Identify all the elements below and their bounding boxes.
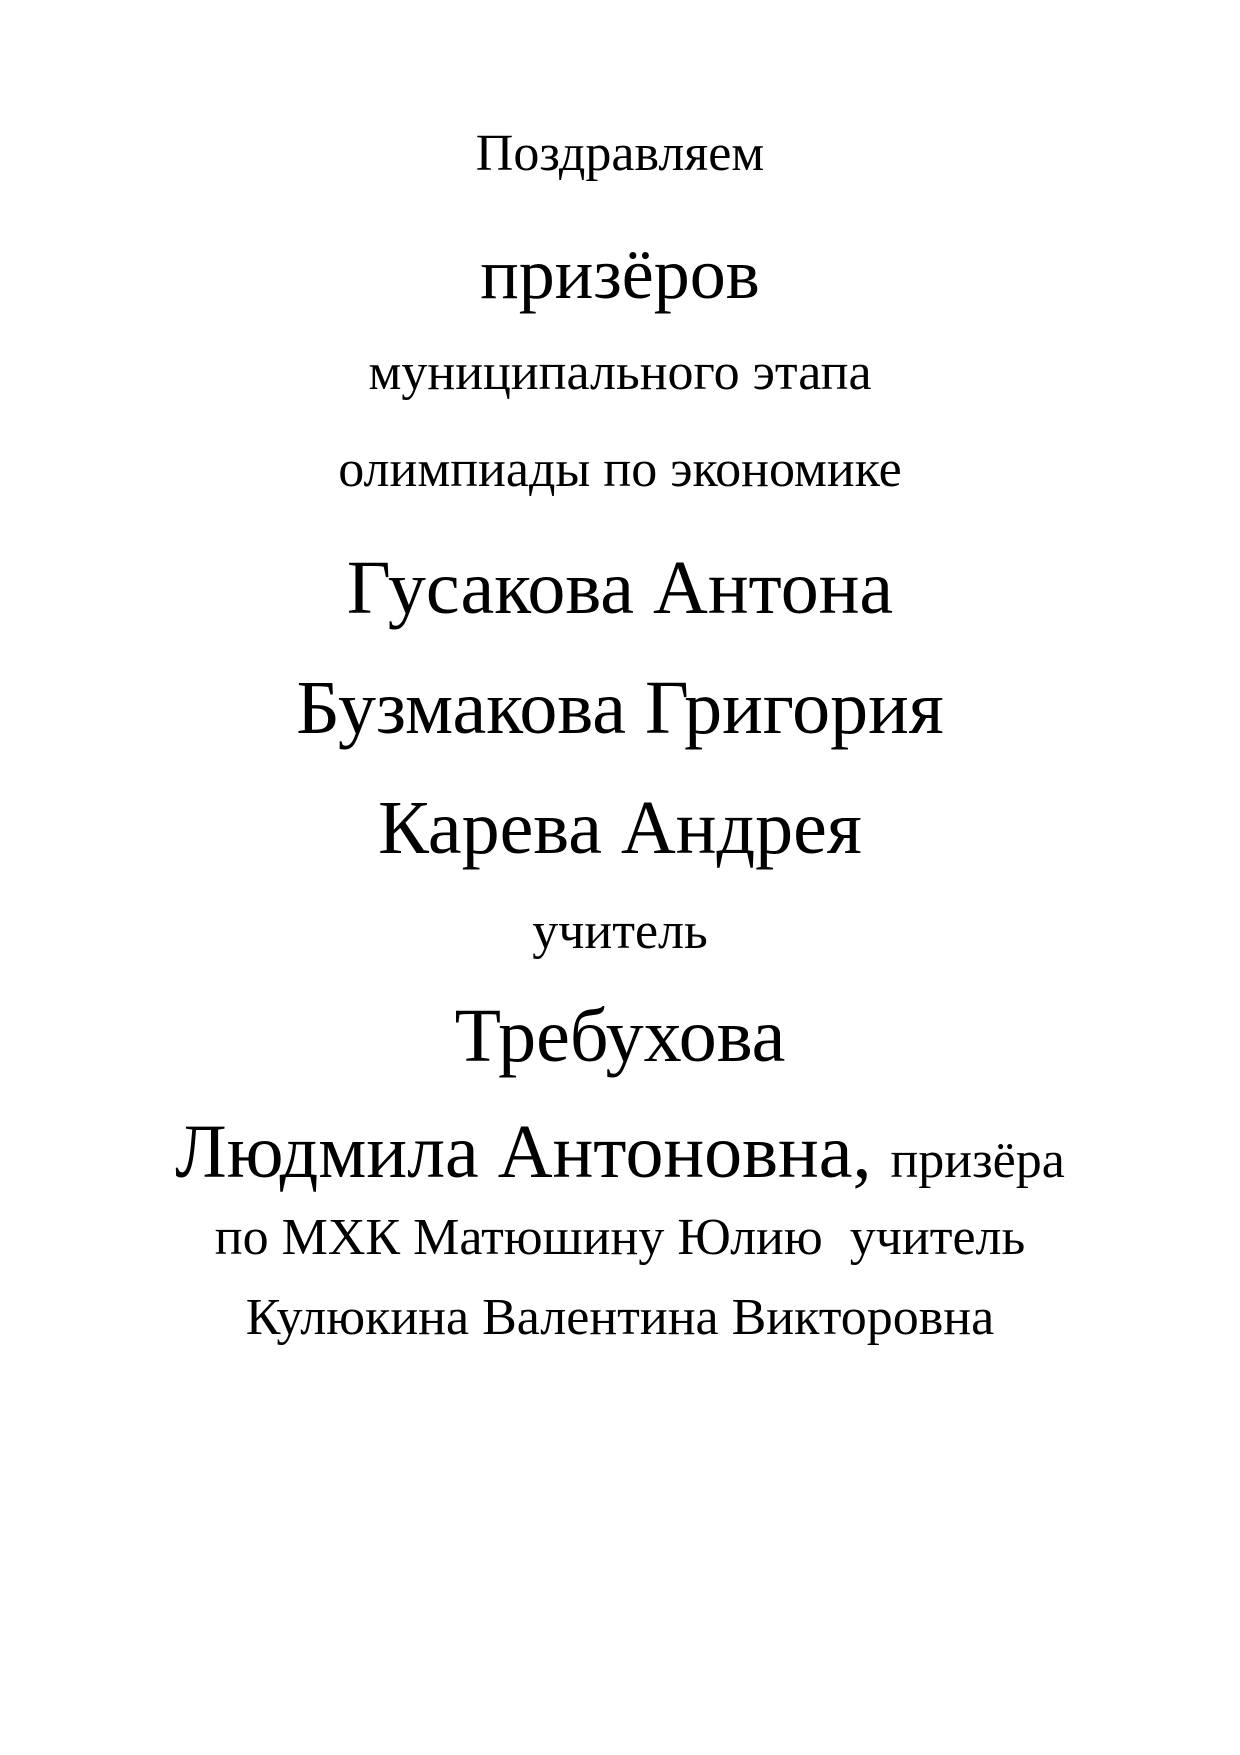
teacher-fullname-line <box>0 1110 1240 1194</box>
student-name: Бузмакова Григория <box>296 666 944 750</box>
teacher-surname: Требухова <box>454 994 786 1078</box>
greeting-text: Поздравляем <box>475 125 765 182</box>
mhk-teacher-label: учитель <box>849 1209 1026 1266</box>
mhk-line <box>0 1209 1240 1266</box>
olympiad-text: олимпиады по экономике <box>338 441 902 498</box>
stage-text: муниципального этапа <box>368 344 872 401</box>
mhk-student-text: по МХК Матюшину Юлию <box>214 1209 823 1266</box>
prize-winners-heading: призёров <box>480 234 760 314</box>
student-name: Гусакова Антона <box>346 546 894 630</box>
student-name: Карева Андрея <box>378 786 862 870</box>
mhk-teacher-name: Кулюкина Валентина Викторовна <box>245 1289 995 1346</box>
prize-winner-label: призёра <box>890 1132 1065 1189</box>
teacher-fullname: Людмила Антоновна, <box>175 1110 872 1194</box>
teacher-label: учитель <box>532 903 708 960</box>
